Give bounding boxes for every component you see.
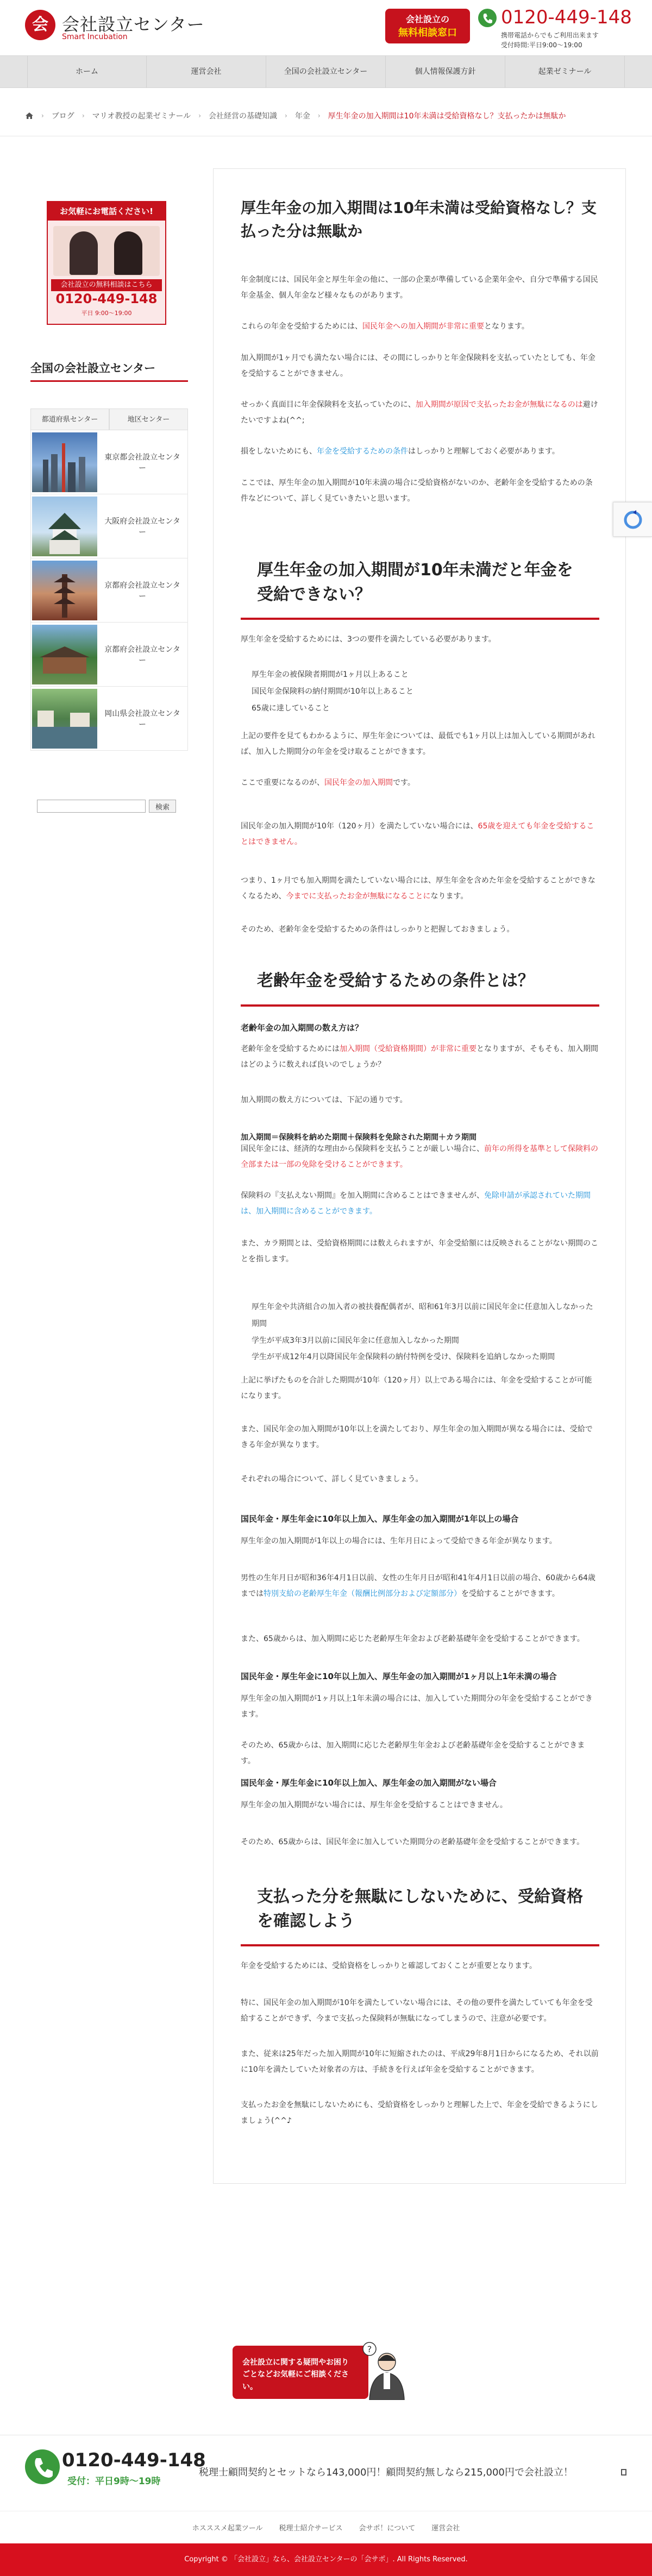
list-item[interactable] xyxy=(30,623,188,687)
paragraph: 加入期間が1ヶ月でも満たない場合には、その間にしっかりと年金保険料を支払っていたとしても、年金を受給することができません。 xyxy=(241,354,595,378)
paragraph: 国民年金の加入期間が10年（120ヶ月）を満たしていない場合には、65歳を迎えても年金を受給することはできません。 xyxy=(241,822,594,846)
paragraph: ここでは、厚生年金の加入期間が10年未満の場合に受給資格がないのか、老齢年金を受給するための条件などについて、詳しく見ていきたいと思います。 xyxy=(241,479,593,503)
logo-title: 会社設立センター xyxy=(62,14,205,35)
search-button[interactable]: 検索 xyxy=(149,800,176,813)
banner-subheading: 会社設立の無料相談はこちら xyxy=(51,279,162,291)
paragraph: 国民年金には、経済的な理由から保険料を支払うことが厳しい場合に、前年の所得を基準として保険料の全部または一部の免除を受けることができます。 xyxy=(241,1145,598,1169)
heading-underline xyxy=(241,1944,599,1946)
paragraph: また、カラ期間とは、受給資格期間には数えられますが、年金受給額には反映されることがない期間のことを指します。 xyxy=(241,1239,598,1264)
paragraph: 上記に挙げたものを合計した期間が10年（120ヶ月）以上である場合には、年金を受給することが可能になります。 xyxy=(241,1376,592,1400)
badge-line1: 会社設立の xyxy=(405,14,449,24)
paragraph: そのため、老齢年金を受給するための条件はしっかりと把握しておきましょう。 xyxy=(241,925,515,934)
footer-phone-number[interactable]: 0120-449-148 xyxy=(62,2449,206,2471)
paragraph: そのため、65歳からは、国民年金に加入していた期間分の老齢基礎年金を受給することができます。 xyxy=(241,1838,585,1846)
paragraph: 特に、国民年金の加入期間が10年を満たしていない場合には、その他の要件を満たしていても年金を受給することができず、今まで支払った保険料が無駄になってしまうので、注意が必要です。 xyxy=(241,1999,593,2023)
paragraph: ここで重要になるのが、国民年金の加入期間です。 xyxy=(241,778,415,787)
sidebar-tabs xyxy=(30,409,188,430)
paragraph: 年金制度には、国民年金と厚生年金の他に、一部の企業が準備している企業年金や、自分で準備する国民年金基金、個人年金など様々なものがあります。 xyxy=(241,275,598,300)
paragraph: それぞれの場合について、詳しく見ていきましょう。 xyxy=(241,1475,423,1484)
chevron-right-icon: › xyxy=(82,112,85,120)
subsection-heading: 国民年金・厚生年金に10年以上加入、厚生年金の加入期間が1ヶ月以上1年未満の場合 xyxy=(241,1672,557,1681)
paragraph: せっかく真面目に年金保険料を支払っていたのに、加入期間が原因で支払ったお金が無駄になるのは避けたいですよね(^^; xyxy=(241,400,598,425)
header-phone-number[interactable]: 0120-449-148 xyxy=(501,7,632,28)
footer-link-about[interactable]: 会サポ！について xyxy=(359,2524,416,2533)
paragraph: また、65歳からは、加入期間に応じた老齢厚生年金および老齢基礎年金を受給することができます。 xyxy=(241,1635,585,1643)
requirements-list xyxy=(252,667,599,717)
list-item: 学生が平成12年4月以降国民年金保険料の納付特例を受け、保険料を追納しなかった期間 xyxy=(252,1353,555,1362)
paragraph: 厚生年金の加入期間が1年以上の場合には、生年月日によって受給できる年金が異なります。 xyxy=(241,1537,557,1545)
global-nav xyxy=(0,55,652,88)
operator-figure xyxy=(114,231,142,275)
operators-image xyxy=(53,226,160,276)
banner-hours: 平日 9:00～19:00 xyxy=(81,310,132,317)
free-consultation-badge[interactable] xyxy=(385,9,470,43)
breadcrumb-basics[interactable]: 会社経営の基礎知識 xyxy=(209,112,278,121)
search-form xyxy=(37,800,178,815)
paragraph: 加入期間の数え方については、下記の通りです。 xyxy=(241,1096,408,1104)
header-phone-hours: 受付時間:平日9:00～19:00 xyxy=(501,41,582,49)
chevron-right-icon: › xyxy=(285,112,287,120)
phone-icon xyxy=(25,2449,60,2484)
breadcrumb xyxy=(0,106,652,125)
heading-underline xyxy=(241,1004,599,1007)
operator-illustration xyxy=(353,2341,413,2400)
kyoto-thumbnail xyxy=(32,625,97,684)
heading-underline xyxy=(241,618,599,620)
section-heading: 支払った分を無駄にしないために、受給資格を確認しよう xyxy=(257,1887,583,1931)
center-label: 京都府会社設立センター xyxy=(104,645,180,665)
search-input[interactable] xyxy=(37,800,146,813)
list-item[interactable] xyxy=(30,558,188,623)
breadcrumb-pension[interactable]: 年金 xyxy=(294,112,310,121)
sidebar-title-underline xyxy=(30,380,188,382)
breadcrumb-current: 厚生年金の加入期間は10年未満は受給資格なし？支払ったかは無駄か xyxy=(328,112,566,121)
osaka-thumbnail xyxy=(32,497,97,556)
paragraph: 上記の要件を見てもわかるように、厚生年金については、最低でも1ヶ月以上は加入している期間があれば、加入した期間分の年金を受け取ることができます。 xyxy=(241,732,595,756)
section-heading: 厚生年金の加入期間が10年未満だと年金を受給できない？ xyxy=(257,561,573,604)
paragraph: また、国民年金の加入期間が10年以上を満たしており、厚生年金の加入期間が異なる場合には、受給できる年金が異なります。 xyxy=(241,1425,593,1449)
breadcrumb-seminar[interactable]: マリオ教授の起業ゼミナール xyxy=(92,112,191,121)
subsection-heading: 国民年金・厚生年金に10年以上加入、厚生年金の加入期間が1年以上の場合 xyxy=(241,1514,519,1524)
recaptcha-badge[interactable] xyxy=(613,502,652,537)
footer-promo-text: 税理士顧問契約とセットなら143,000円！顧問契約無しなら215,000円で会社設立！ xyxy=(199,2467,573,2478)
page-title: 厚生年金の加入期間は10年未満は受給資格なし？支払った分は無駄か xyxy=(241,199,597,241)
phone-icon xyxy=(478,9,497,27)
paragraph: 支払ったお金を無駄にしないためにも、受給資格をしっかりと理解した上で、年金を受給できるようにしましょう(^^♪ xyxy=(241,2101,598,2125)
chevron-right-icon: › xyxy=(41,112,44,120)
header-phone[interactable] xyxy=(478,5,636,49)
paragraph: そのため、65歳からは、加入期間に応じた老齢厚生年金および老齢基礎年金を受給することができます。 xyxy=(241,1741,585,1765)
footer-phone-hours: 受付：平日9時～19時 xyxy=(67,2476,161,2487)
tab-district[interactable]: 地区センター xyxy=(109,409,188,430)
sidebar xyxy=(30,201,188,826)
footer-links xyxy=(0,2511,652,2543)
paragraph: 老齢年金を受給するためには加入期間（受給資格期間）が非常に重要となりますが、そもそも、加入期間はどのように数えれば良いのでしょうか？ xyxy=(241,1045,598,1069)
center-label: 大阪府会社設立センター xyxy=(104,517,180,537)
formula-text: 加入期間＝保険料を納めた期間＋保険料を免除された期間＋カラ期間 xyxy=(241,1133,477,1142)
nav-centers[interactable]: 全国の会社設立センター xyxy=(266,56,386,87)
paragraph: これらの年金を受給するためには、国民年金への加入期間が非常に重要となります。 xyxy=(241,322,529,331)
paragraph: つまり、1ヶ月でも加入期間を満たしていない場合には、厚生年金を含めた年金を受給することができなくなるため、今までに支払ったお金が無駄になることになります。 xyxy=(241,876,595,901)
badge-line2: 無料相談窓口 xyxy=(398,27,457,39)
contact-banner-box xyxy=(233,2346,368,2399)
paragraph: 男性の生年月日が昭和36年4月1日以前、女性の生年月日が昭和41年4月1日以前の場合、60歳から64歳までは特別支給の老齢厚生年金（報酬比例部分および定額部分）を受給することができます。 xyxy=(241,1574,595,1598)
nav-seminar[interactable]: 起業ゼミナール xyxy=(505,56,625,87)
center-label: 京都府会社設立センター xyxy=(104,581,180,601)
paragraph: 損をしないためにも、年金を受給するための条件はしっかりと理解しておく必要があります。 xyxy=(241,447,560,456)
nav-privacy[interactable]: 個人情報保護方針 xyxy=(386,56,505,87)
banner-phone-number: 0120-449-148 xyxy=(55,291,158,306)
bubble-question: ? xyxy=(367,2344,372,2354)
site-header xyxy=(0,0,652,54)
list-item: 国民年金保険料の納付期間が10年以上あること xyxy=(252,687,413,696)
list-item: 65歳に達していること xyxy=(252,703,330,713)
footer-phone-bar xyxy=(0,2435,652,2500)
okayama-thumbnail xyxy=(32,689,97,749)
sidebar-title: 全国の会社設立センター xyxy=(30,362,156,375)
operator-figure xyxy=(70,231,98,275)
subsection-heading: 老齢年金の加入期間の数え方は？ xyxy=(241,1023,363,1033)
tab-prefecture[interactable]: 都道府県センター xyxy=(30,409,109,430)
list-item: 学生が平成3年3月以前に国民年金に任意加入しなかった期間 xyxy=(252,1336,459,1345)
tokyo-thumbnail xyxy=(32,432,97,492)
paragraph: 年金を受給するためには、受給資格をしっかりと確認しておくことが重要となります。 xyxy=(241,1962,537,1970)
center-label: 岡山県会社設立センター xyxy=(104,709,180,729)
footer-link-tools[interactable]: ホスススメ起業ツール xyxy=(192,2524,263,2533)
sidebar-phone-banner[interactable] xyxy=(47,201,166,325)
nav-company[interactable]: 運営会社 xyxy=(147,56,266,87)
home-icon[interactable] xyxy=(25,112,34,120)
paragraph: 厚生年金の加入期間が1ヶ月以上1年未満の場合には、加入していた期間分の年金を受給することができます。 xyxy=(241,1694,593,1719)
center-list xyxy=(30,430,188,751)
copyright: Copyright © 「会社設立」なら、会社設立センターの「会サポ」. All Rights Reserved. xyxy=(0,2543,652,2576)
nav-home[interactable]: ホーム xyxy=(27,56,147,87)
chevron-right-icon: › xyxy=(198,112,202,120)
paragraph: 保険料の『支払えない期間』を加入期間に含めることはできませんが、免除申請が承認されていた期間は、加入期間に含めることができます。 xyxy=(241,1191,591,1216)
subsection-heading: 国民年金・厚生年金に10年以上加入、厚生年金の加入期間がない場合 xyxy=(241,1778,497,1788)
contact-banner-text: 会社設立に関する疑問やお困りごとなどお気軽にご相談ください。 xyxy=(242,2358,349,2391)
paragraph: また、従来は25年だった加入期間が10年に短縮されたのは、平成29年8月1日からになるため、それ以前に10年を満たしていた対象者の方は、手続きを行えば年金を受給することができます。 xyxy=(241,2050,599,2074)
list-item: 厚生年金や共済組合の加入者の被扶養配偶者が、昭和61年3月以前に国民年金に任意加入しなかった期間 xyxy=(252,1303,593,1328)
footer-link-tax[interactable]: 税理士紹介サービス xyxy=(279,2524,343,2533)
center-label: 東京都会社設立センター xyxy=(104,453,180,473)
document-icon[interactable] xyxy=(621,2469,626,2476)
banner-heading: お気軽にお電話ください! xyxy=(48,202,165,221)
chevron-right-icon: › xyxy=(317,112,321,120)
list-item: 厚生年金の被保険者期間が1ヶ月以上あること xyxy=(252,670,409,679)
article xyxy=(213,168,626,2184)
kyoto-thumbnail xyxy=(32,561,97,620)
list-item[interactable] xyxy=(30,494,188,558)
list-item[interactable] xyxy=(30,687,188,751)
list-item[interactable] xyxy=(30,430,188,494)
paragraph: 厚生年金の加入期間がない場合には、厚生年金を受給することはできません。 xyxy=(241,1801,507,1810)
header-phone-note: 携帯電話からでもご利用出来ます xyxy=(501,32,599,39)
paragraph: 厚生年金を受給するためには、3つの要件を満たしている必要があります。 xyxy=(241,635,496,644)
contact-banner[interactable] xyxy=(233,2341,421,2401)
logo-subtitle: Smart Incubation xyxy=(62,33,128,41)
breadcrumb-blog[interactable]: ブログ xyxy=(51,112,74,121)
logo-mark: 会 xyxy=(25,10,55,40)
site-logo[interactable] xyxy=(25,10,215,46)
kara-period-list xyxy=(252,1299,599,1366)
section-heading: 老齢年金を受給するための条件とは？ xyxy=(257,971,534,990)
footer-link-company[interactable]: 運営会社 xyxy=(431,2524,460,2533)
